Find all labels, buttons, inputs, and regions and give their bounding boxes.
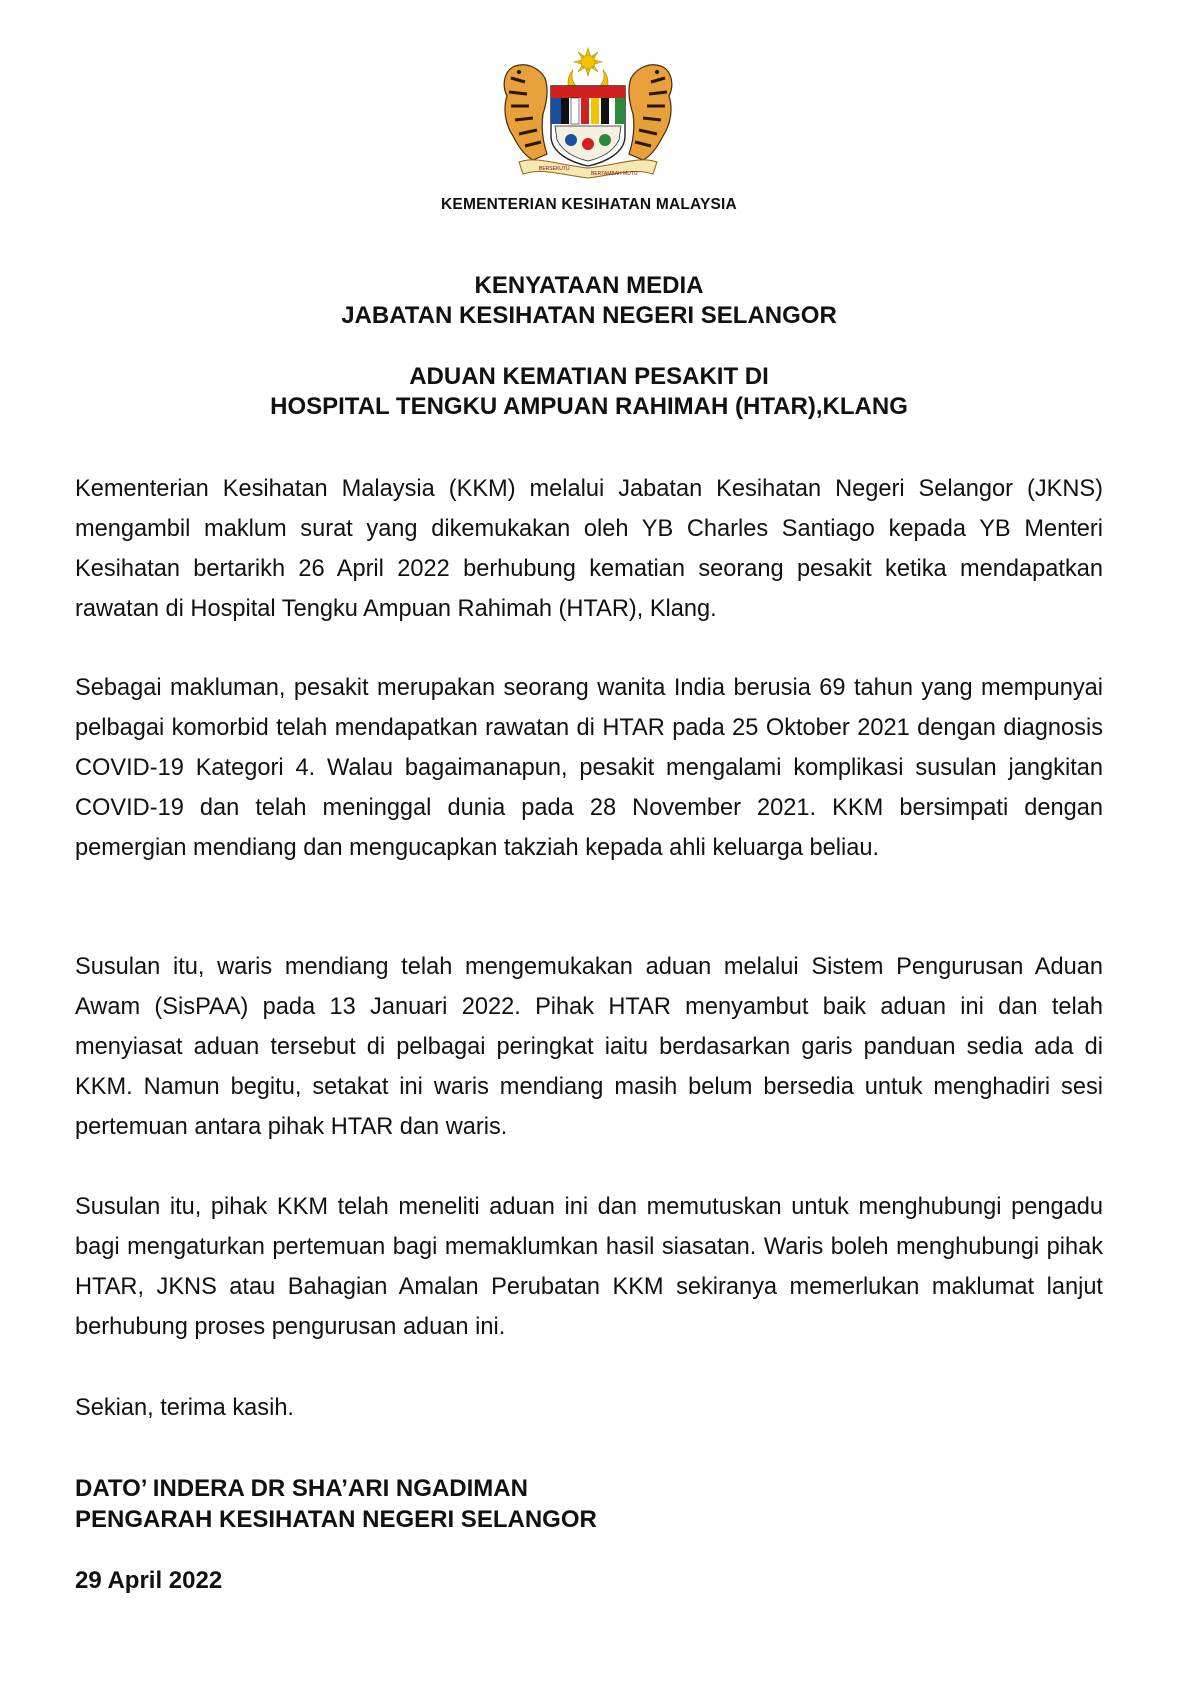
paragraph-1: Kementerian Kesihatan Malaysia (KKM) melalui Jabatan Kesihatan Negeri Selangor (JKNS) mengambil maklum surat yang dikemukakan oleh YB Charles Santiago kepada YB Menteri Kesihatan bertarikh 26 April 2022 berhubung kematian seorang pesakit ketika mendapatkan rawatan di Hospital Tengku Ampuan Rahimah (HTAR), Klang. <box>75 476 1103 622</box>
svg-text:BERTAMBAH MUTU: BERTAMBAH MUTU <box>591 171 638 177</box>
statement-date: 29 April 2022 <box>75 1567 223 1594</box>
subject-heading <box>0 362 1178 422</box>
subject-line-2: HOSPITAL TENGKU AMPUAN RAHIMAH (HTAR),KLANG <box>270 393 908 420</box>
signature-block <box>75 1473 597 1535</box>
paragraph-2: Sebagai makluman, pesakit merupakan seorang wanita India berusia 69 tahun yang mempunyai pelbagai komorbid telah mendapatkan rawatan di HTAR pada 25 Oktober 2021 dengan diagnosis COVID-19 Kategori 4. Walau bagaimanapun, pesakit mengalami komplikasi susulan jangkitan COVID-19 dan telah meninggal dunia pada 28 November 2021. KKM bersimpati dengan pemergian mendiang dan mengucapkan takziah kepada ahli keluarga beliau. <box>75 675 1103 861</box>
paragraph-3: Susulan itu, waris mendiang telah mengemukakan aduan melalui Sistem Pengurusan Aduan Awam (SisPAA) pada 13 Januari 2022. Pihak HTAR menyambut baik aduan ini dan telah menyiasat aduan tersebut di pelbagai peringkat iaitu berdasarkan garis panduan sedia ada di KKM. Namun begitu, setakat ini waris mendiang masih belum bersedia untuk menghadiri sesi pertemuan antara pihak HTAR dan waris. <box>75 954 1103 1140</box>
heading-line-2: JABATAN KESIHATAN NEGERI SELANGOR <box>341 302 837 329</box>
media-statement-heading <box>0 271 1178 331</box>
signatory-position: PENGARAH KESIHATAN NEGERI SELANGOR <box>75 1506 597 1533</box>
svg-text:BERSEKUTU: BERSEKUTU <box>539 166 570 172</box>
heading-line-1: KENYATAAN MEDIA <box>474 272 704 299</box>
coat-of-arms-logo <box>495 44 681 184</box>
subject-line-1: ADUAN KEMATIAN PESAKIT DI <box>409 363 769 390</box>
closing-line: Sekian, terima kasih. <box>75 1395 294 1421</box>
paragraph-4: Susulan itu, pihak KKM telah meneliti aduan ini dan memutuskan untuk menghubungi pengadu bagi mengaturkan pertemuan bagi memaklumkan hasil siasatan. Waris boleh menghubungi pihak HTAR, JKNS atau Bahagian Amalan Perubatan KKM sekiranya memerlukan maklumat lanjut berhubung proses pengurusan aduan ini. <box>75 1194 1103 1340</box>
signatory-name: DATO’ INDERA DR SHA’ARI NGADIMAN <box>75 1475 528 1502</box>
ministry-name: KEMENTERIAN KESIHATAN MALAYSIA <box>441 196 737 213</box>
